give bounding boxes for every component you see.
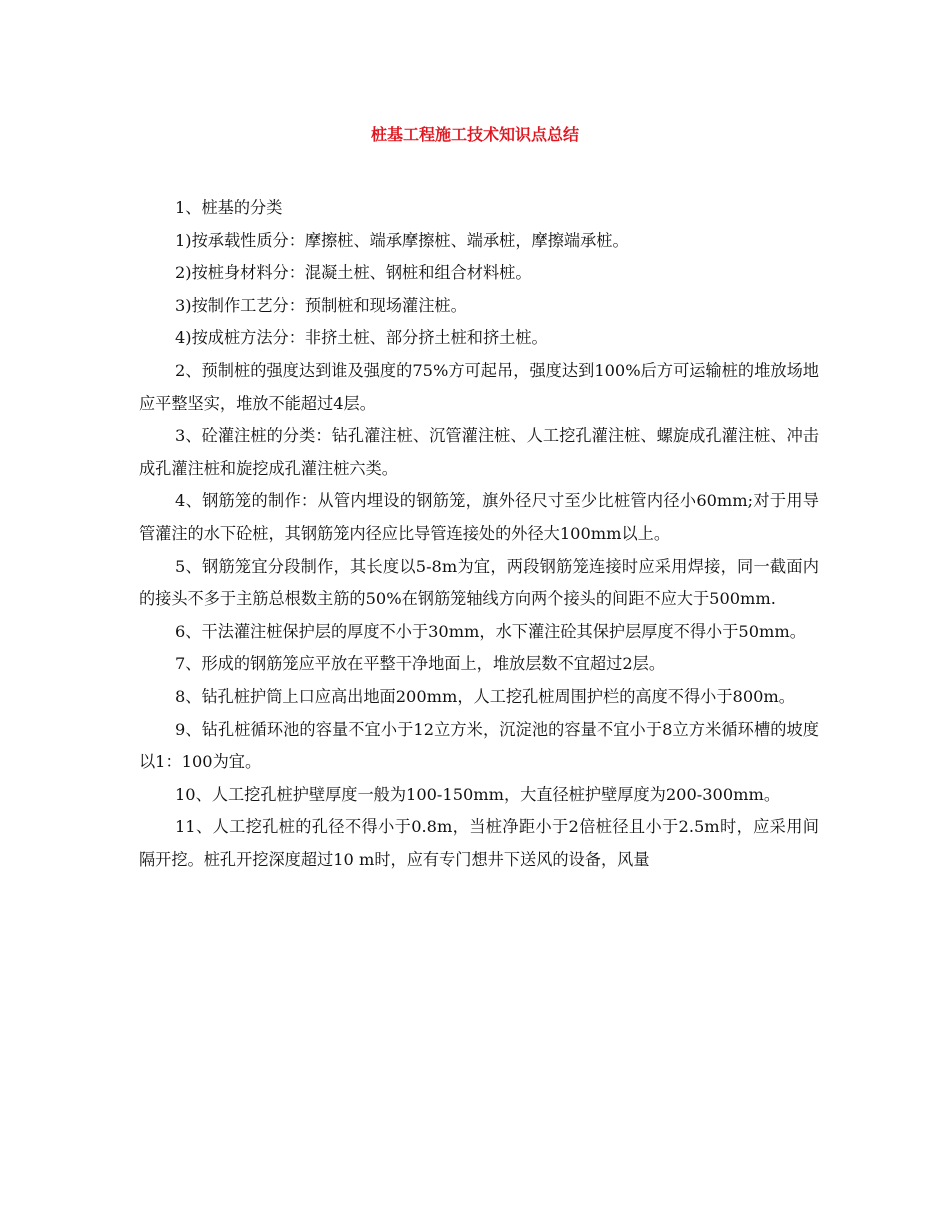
paragraph-7: 7、形成的钢筋笼应平放在平整干净地面上，堆放层数不宜超过2层。	[175, 654, 666, 674]
paragraph-6: 6、干法灌注桩保护层的厚度不小于30mm，水下灌注砼其保护层厚度不得小于50mm。	[175, 621, 806, 641]
paragraph-2: 2、预制桩的强度达到谁及强度的75%方可起吊，强度达到100%后方可运输桩的堆放场地应平整坚实，堆放不能超过4层。	[139, 360, 819, 413]
paragraph-4: 4、钢筋笼的制作：从管内埋设的钢筋笼，旗外径尺寸至少比桩管内径小60mm;对于用导管灌注的水下砼桩，其钢筋笼内径应比导管连接处的外径大100mm以上。	[139, 491, 819, 543]
paragraph-8: 8、钻孔桩护筒上口应高出地面200mm，人工挖孔桩周围护栏的高度不得小于800m。	[175, 686, 795, 706]
paragraph-1-heading: 1、桩基的分类	[175, 198, 283, 217]
paragraph-5: 5、钢筋笼宜分段制作，其长度以5-8m为宜，两段钢筋笼连接时应采用焊接，同一截面内的接头不多于主筋总根数主筋的50%在钢筋笼轴线方向两个接头的间距不应大于500mm.	[139, 556, 819, 609]
paragraph-3: 3、砼灌注桩的分类：钻孔灌注桩、沉管灌注桩、人工挖孔灌注桩、螺旋成孔灌注桩、冲击成孔灌注桩和旋挖成孔灌注桩六类。	[139, 426, 819, 478]
document-title: 桩基工程施工技术知识点总结	[370, 125, 579, 144]
paragraph-9: 9、钻孔桩循环池的容量不宜小于12立方米，沉淀池的容量不宜小于8立方米循环槽的坡度以1：100为宜。	[139, 719, 819, 772]
paragraph-1-2: 2)按桩身材料分：混凝土桩、钢桩和组合材料桩。	[175, 263, 532, 283]
document-body	[139, 192, 819, 876]
paragraph-1-1: 1)按承载性质分：摩擦桩、端承摩擦桩、端承桩，摩擦端承桩。	[175, 230, 629, 250]
paragraph-11: 11、人工挖孔桩的孔径不得小于0.8m，当桩净距小于2倍桩径且小于2.5m时，应采用间隔开挖。桩孔开挖深度超过10 m时，应有专门想井下送风的设备，风量	[139, 817, 819, 869]
paragraph-1-4: 4)按成桩方法分：非挤土桩、部分挤土桩和挤土桩。	[175, 328, 548, 348]
paragraph-10: 10、人工挖孔桩护壁厚度一般为100-150mm，大直径桩护壁厚度为200-300mm。	[175, 784, 781, 804]
paragraph-1-3: 3)按制作工艺分：预制桩和现场灌注桩。	[175, 295, 467, 315]
